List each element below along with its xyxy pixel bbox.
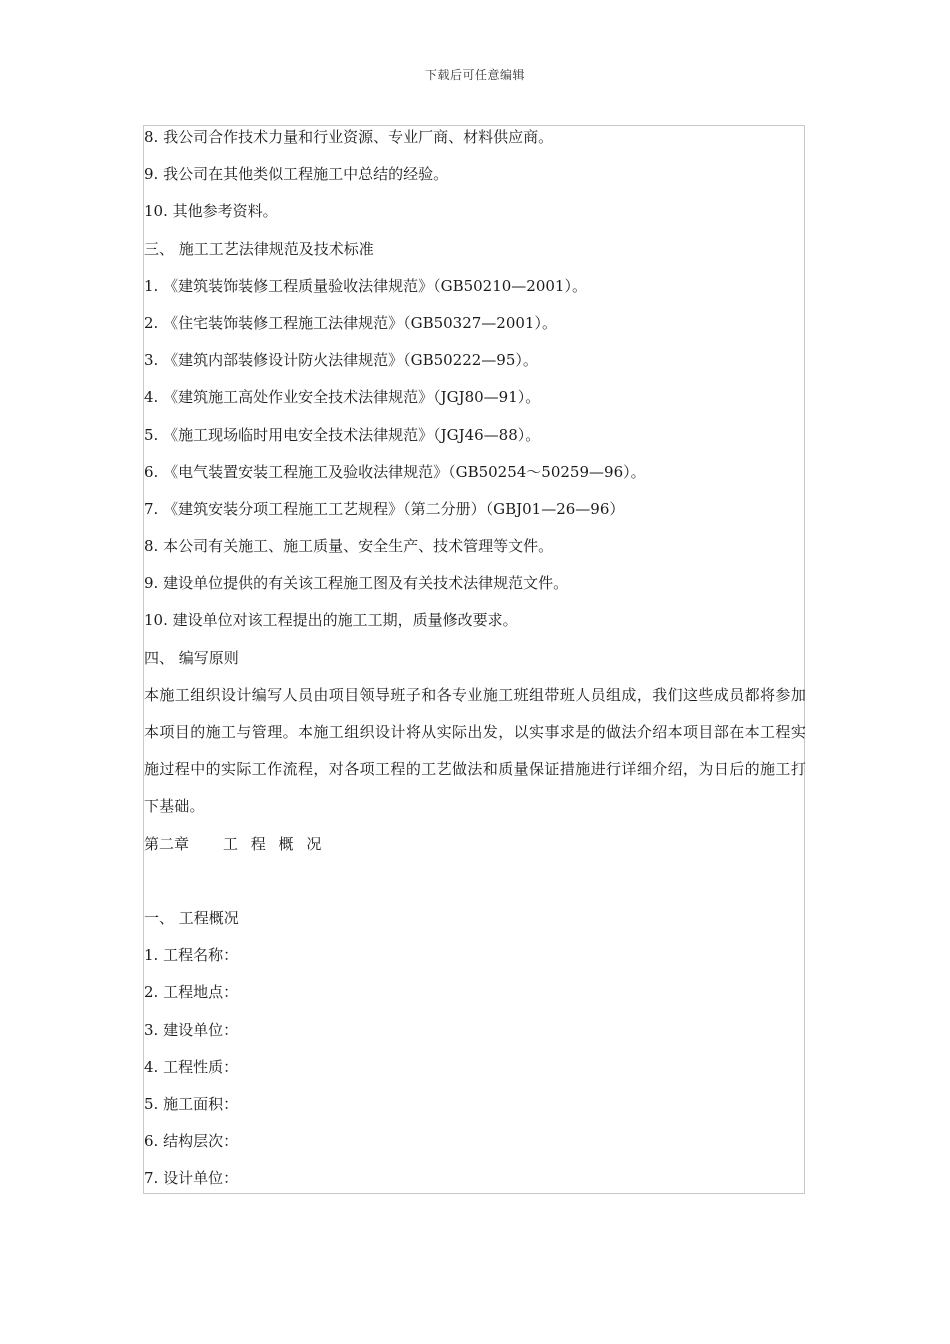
- text-line: 9. 建设单位提供的有关该工程施工图及有关技术法律规范文件。: [144, 574, 569, 593]
- section-heading: 三、 施工工艺法律规范及技术标准: [144, 239, 374, 258]
- text-line: 8. 我公司合作技术力量和行业资源、专业厂商、材料供应商。: [144, 128, 554, 146]
- text-line: 2. 《住宅装饰装修工程施工法律规范》（GB50327—2001）。: [144, 313, 557, 332]
- chapter-heading: [144, 833, 806, 870]
- text-line: 4. 《建筑施工高处作业安全技术法律规范》（JGJ80—91）。: [144, 388, 541, 407]
- text-line: 1. 《建筑装饰装修工程质量验收法律规范》（GB50210—2001）。: [144, 276, 587, 295]
- text-line: 8. 本公司有关施工、施工质量、安全生产、技术管理等文件。: [144, 537, 554, 556]
- text-line: 7. 设计单位：: [144, 1169, 239, 1188]
- section-heading: 一、 工程概况: [144, 909, 239, 927]
- text-line: 6. 结构层次：: [144, 1132, 239, 1151]
- text-line: 2. 工程地点：: [144, 983, 239, 1002]
- text-line: 1. 工程名称：: [144, 946, 239, 965]
- section-heading: 四、 编写原则: [144, 648, 239, 667]
- text-line: 5. 《施工现场临时用电安全技术法律规范》（JGJ46—88）。: [144, 425, 541, 444]
- header-note: 下载后可任意编辑: [424, 68, 525, 82]
- text-line: 5. 施工面积：: [144, 1094, 239, 1113]
- text-line: 3. 《建筑内部装修设计防火法律规范》（GB50222—95）。: [144, 351, 538, 370]
- chapter-number: 第二章: [144, 834, 190, 853]
- text-line: 10. 建设单位对该工程提出的施工工期，质量修改要求。: [144, 611, 518, 630]
- text-line: 6. 《电气装置安装工程施工及验收法律规范》（GB50254～50259—96）。: [144, 462, 646, 481]
- text-line: 10. 其他参考资料。: [144, 202, 278, 221]
- chapter-title: 工 程 概 况: [223, 834, 326, 853]
- text-line: 4. 工程性质：: [144, 1057, 239, 1076]
- text-line: 3. 建设单位：: [144, 1020, 239, 1039]
- principle-paragraph: 本施工组织设计编写人员由项目领导班子和各专业施工班组带班人员组成，我们这些成员都将参加本项目的施工与管理。本施工组织设计将从实际出发，以实事求是的做法介绍本项目部在本工程实施过程中的实际工作流程，对各项工程的工艺做法和质量保证措施进行详细介绍，为日后的施工打下基础。: [144, 685, 806, 816]
- blank-line: [144, 870, 806, 907]
- document-body: [144, 126, 806, 1205]
- text-line: 7. 《建筑安装分项工程施工工艺规程》（第二分册）（GBJ01—26—96）: [144, 499, 625, 518]
- text-line: 9. 我公司在其他类似工程施工中总结的经验。: [144, 165, 449, 184]
